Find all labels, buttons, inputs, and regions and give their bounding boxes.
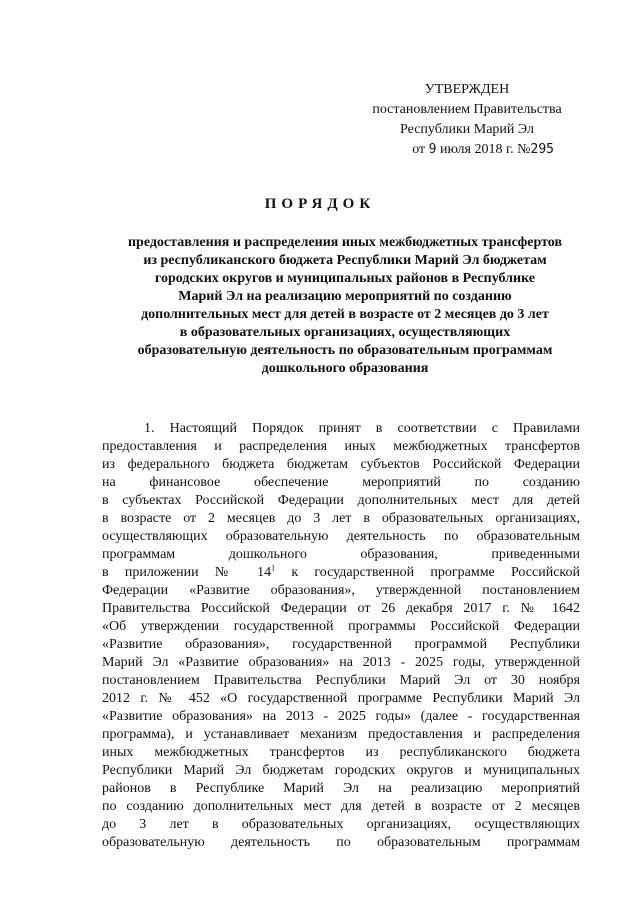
- body-line: иных межбюджетных трансфертов из республиканского бюджета: [102, 745, 580, 760]
- document-subtitle: [100, 234, 590, 378]
- document-title: ПОРЯДОК: [264, 196, 376, 212]
- body-line: Федерации «Развитие образования», утвержденной постановлением: [102, 583, 580, 598]
- body-line: программам дошкольного образования, приведенными: [102, 547, 580, 562]
- approval-date-line: [362, 140, 572, 160]
- body-line: районов в Республике Марий Эл на реализацию мероприятий: [102, 781, 580, 796]
- subtitle-line: городских округов и муниципальных районов в Республике: [154, 271, 536, 286]
- body-line-appendix-ref: [102, 564, 580, 582]
- subtitle-line: дополнительных мест для детей в возрасте от 2 месяцев до 3 лет: [141, 307, 549, 322]
- body-line: на финансовое обеспечение мероприятий по созданию: [102, 475, 580, 490]
- body-line: из федерального бюджета бюджетам субъектов Российской Федерации: [102, 457, 580, 472]
- body-line: до 3 лет в образовательных организациях, осуществляющих: [102, 817, 580, 832]
- body-line: Марий Эл «Развитие образования» на 2013 - 2025 годы, утвержденной: [102, 655, 580, 670]
- approval-stamp-block: [362, 80, 572, 160]
- body-line: Республики Марий Эл бюджетам городских округов и муниципальных: [102, 763, 580, 778]
- body-line: 1. Настоящий Порядок принят в соответствии с Правилами: [144, 421, 580, 436]
- body-line: в возрасте от 2 месяцев до 3 лет в образовательных организациях,: [102, 511, 580, 526]
- approval-date-prefix: от: [412, 142, 426, 157]
- body-line: постановлением Правительства Республики Марий Эл от 30 ноября: [102, 673, 580, 688]
- subtitle-line: из республиканского бюджета Республики Марий Эл бюджетам: [143, 253, 547, 268]
- subtitle-line: образовательную деятельность по образовательным программам: [137, 343, 553, 358]
- body-line-part: в приложении № 14: [102, 565, 272, 580]
- subtitle-line: Марий Эл на реализацию мероприятий по созданию: [178, 289, 512, 304]
- body-line: «Об утверждении государственной программы Российской Федерации: [102, 619, 580, 634]
- approval-republic: Республики Марий Эл: [400, 122, 534, 137]
- approval-resolution: постановлением Правительства: [372, 102, 562, 117]
- body-line: 2012 г. № 452 «О государственной программе Республики Марий Эл: [102, 691, 580, 706]
- body-paragraph: [102, 420, 580, 852]
- body-line: по созданию дополнительных мест для детей в возрасте от 2 месяцев: [102, 799, 580, 814]
- subtitle-line: дошкольного образования: [261, 361, 429, 376]
- body-line: «Развитие образования» на 2013 - 2025 годы» (далее - государственная: [102, 709, 580, 724]
- body-line: Правительства Российской Федерации от 26 декабря 2017 г. № 1642: [102, 601, 580, 616]
- body-line: «Развитие образования», государственной программой Республики: [102, 637, 580, 652]
- body-line: предоставления и распределения иных межбюджетных трансфертов: [102, 439, 580, 454]
- subtitle-line: предоставления и распределения иных межбюджетных трансфертов: [127, 235, 563, 250]
- approval-date-rest: июля 2018 г. №: [439, 142, 531, 157]
- approval-date-day: 9: [428, 142, 437, 157]
- body-line: осуществляющих образовательную деятельность по образовательным: [102, 529, 580, 544]
- body-line-part: к государственной программе Российской: [275, 565, 580, 580]
- footnote-superscript: 1: [271, 564, 276, 573]
- subtitle-line: в образовательных организациях, осуществляющих: [179, 325, 511, 340]
- body-line: в субъектах Российской Федерации дополнительных мест для детей: [102, 493, 580, 508]
- body-line: программа), и устанавливает механизм предоставления и распределения: [102, 727, 580, 742]
- body-line: образовательную деятельность по образовательным программам: [102, 835, 580, 850]
- approval-number: 295: [530, 142, 554, 157]
- approval-heading: УТВЕРЖДЕН: [424, 82, 510, 97]
